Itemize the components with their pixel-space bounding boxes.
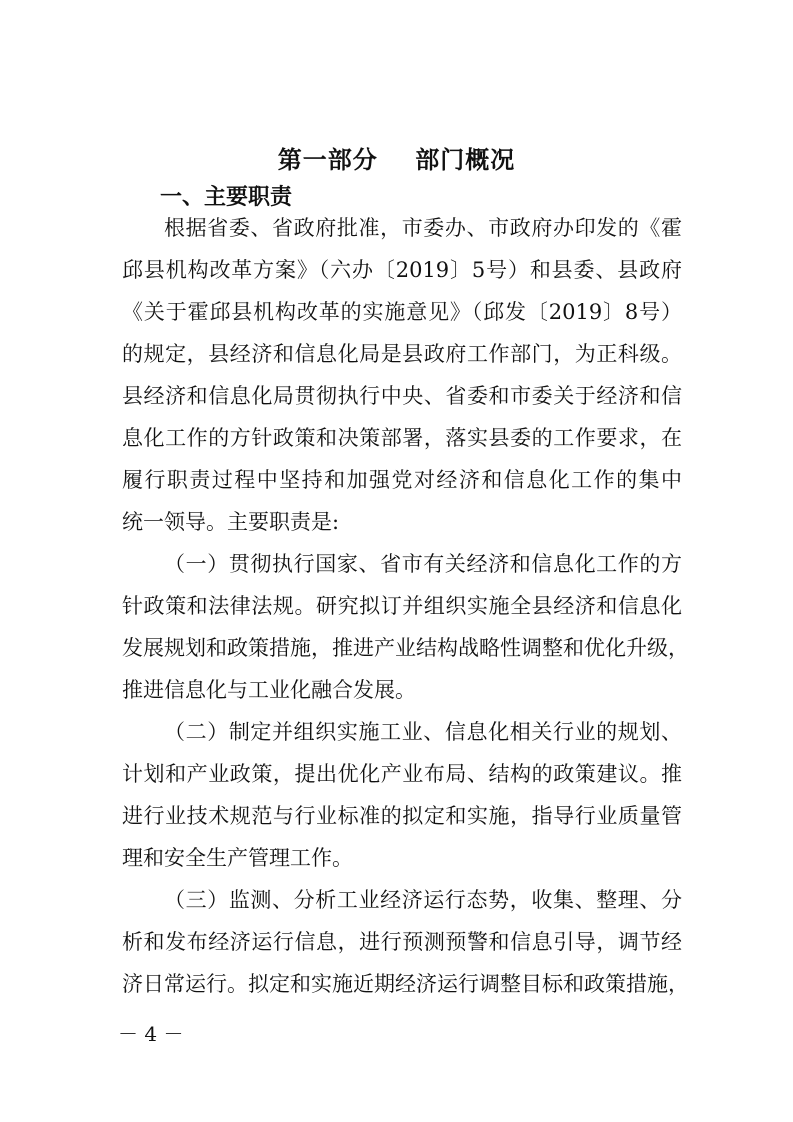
paragraph-line: 发展规划和政策措施，推进产业结构战略性调整和优化升级， (122, 636, 689, 660)
paragraph-line: （二）制定并组织实施工业、信息化相关行业的规划、 (164, 720, 682, 744)
paragraph-line: 推进信息化与工业化融合发展。 (122, 678, 416, 702)
paragraph-line: 的规定，县经济和信息化局是县政府工作部门，为正科级。 (122, 342, 682, 366)
paragraph-line: 《关于霍邱县机构改革的实施意见》（邱发〔2019〕8号） (122, 300, 682, 324)
paragraph-line: 理和安全生产管理工作。 (122, 846, 353, 870)
paragraph-line: （一）贯彻执行国家、省市有关经济和信息化工作的方 (164, 552, 682, 576)
paragraph-line: 进行业技术规范与行业标准的拟定和实施，指导行业质量管 (122, 804, 682, 828)
paragraph-line: 根据省委、省政府批准，市委办、市政府办印发的《霍 (164, 216, 682, 240)
paragraph-line: （三）监测、分析工业经济运行态势，收集、整理、分 (164, 888, 682, 912)
paragraph-line: 济日常运行。拟定和实施近期经济运行调整目标和政策措施， (122, 972, 689, 996)
paragraph-line: 析和发布经济运行信息，进行预测预警和信息引导，调节经 (122, 930, 682, 954)
paragraph-line: 息化工作的方针政策和决策部署，落实县委的工作要求，在 (122, 426, 682, 450)
part-title: 第一部分 部门概况 (277, 146, 516, 174)
section-title: 一、主要职责 (160, 185, 293, 210)
paragraph-line: 履行职责过程中坚持和加强党对经济和信息化工作的集中 (122, 468, 682, 492)
paragraph-line: 县经济和信息化局贯彻执行中央、省委和市委关于经济和信 (122, 384, 682, 408)
paragraph-line: 针政策和法律法规。研究拟订并组织实施全县经济和信息化 (122, 594, 682, 618)
paragraph-line: 统一领导。主要职责是: (122, 510, 340, 534)
paragraph-line: 邱县机构改革方案》（六办〔2019〕5号）和县委、县政府 (122, 258, 682, 282)
paragraph-line: 计划和产业政策，提出优化产业布局、结构的政策建议。推 (122, 762, 682, 786)
page-number: － 4 － (118, 1022, 184, 1046)
